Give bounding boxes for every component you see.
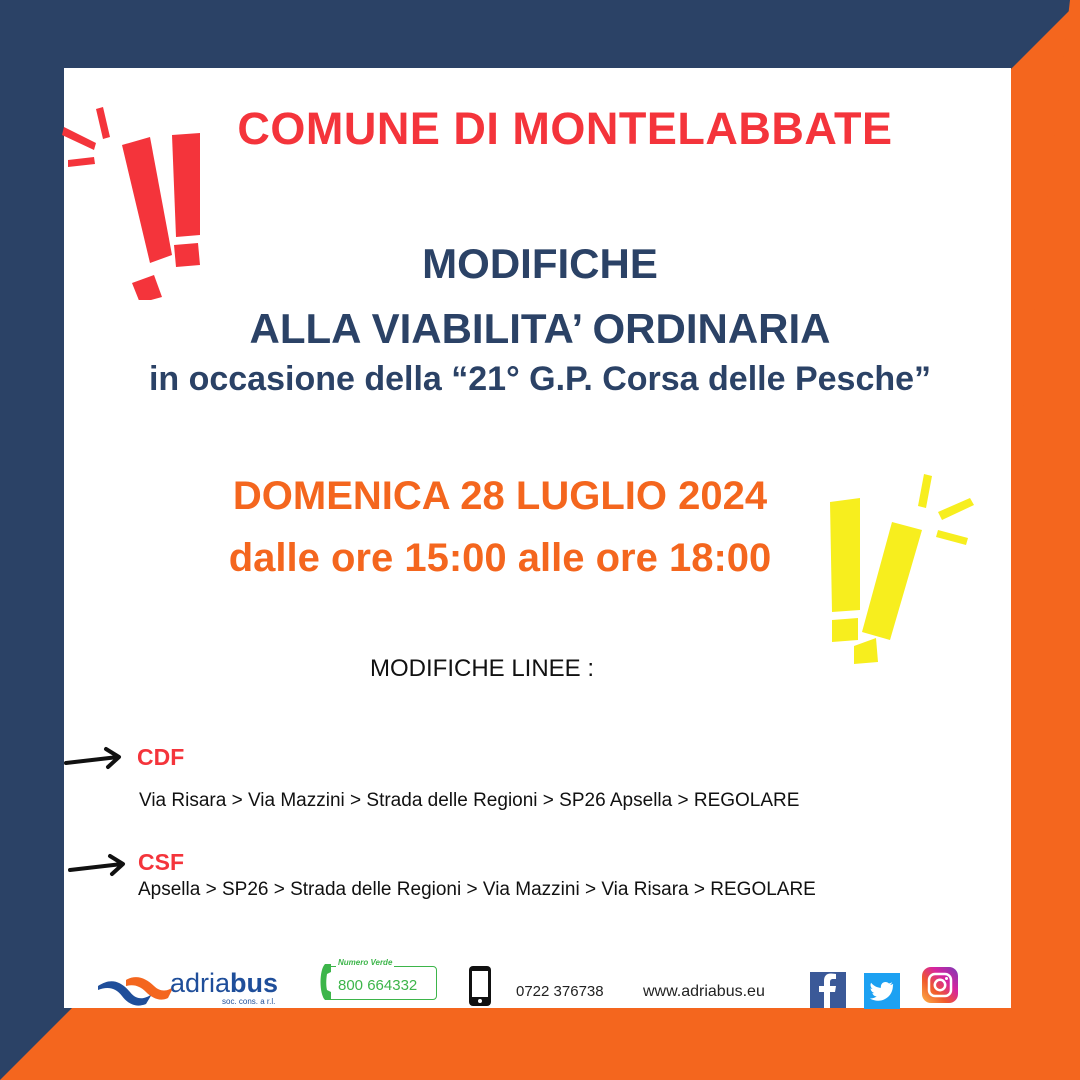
twitter-icon[interactable] bbox=[864, 973, 900, 1009]
website-link[interactable]: www.adriabus.eu bbox=[643, 983, 765, 1000]
page-title: COMUNE DI MONTELABBATE bbox=[237, 103, 893, 154]
route-cdf: Via Risara > Via Mazzini > Strada delle Regioni > SP26 Apsella > REGOLARE bbox=[139, 790, 800, 811]
route-csf: Apsella > SP26 > Strada delle Regioni > Via Mazzini > Via Risara > REGOLARE bbox=[138, 879, 816, 900]
brand-adria: adria bbox=[170, 968, 231, 998]
phone-number[interactable]: 0722 376738 bbox=[516, 983, 604, 1000]
event-time: dalle ore 15:00 alle ore 18:00 bbox=[228, 536, 772, 580]
arrow-right-icon bbox=[68, 852, 128, 880]
line-code-cdf: CDF bbox=[137, 744, 185, 770]
heading-modifiche: MODIFICHE bbox=[422, 240, 658, 287]
numero-verde-label: Numero Verde bbox=[338, 958, 393, 967]
brand-bus: bus bbox=[230, 968, 279, 998]
lines-section-title: MODIFICHE LINEE : bbox=[370, 655, 595, 682]
adriabus-wave-icon bbox=[98, 972, 174, 1006]
instagram-icon[interactable] bbox=[922, 967, 958, 1003]
line-code-csf: CSF bbox=[138, 849, 184, 875]
numero-verde-number[interactable]: 800 664332 bbox=[338, 977, 418, 994]
brand-subtitle: soc. cons. a r.l. bbox=[222, 997, 276, 1006]
adriabus-logo bbox=[98, 966, 308, 1008]
arrow-right-icon bbox=[64, 745, 124, 773]
facebook-icon[interactable] bbox=[810, 972, 846, 1008]
mobile-phone-icon bbox=[467, 965, 493, 1007]
heading-occasion: in occasione della “21° G.P. Corsa delle Pesche” bbox=[148, 360, 932, 398]
event-date: DOMENICA 28 LUGLIO 2024 bbox=[232, 474, 768, 518]
heading-viabilita: ALLA VIABILITA’ ORDINARIA bbox=[249, 305, 831, 352]
